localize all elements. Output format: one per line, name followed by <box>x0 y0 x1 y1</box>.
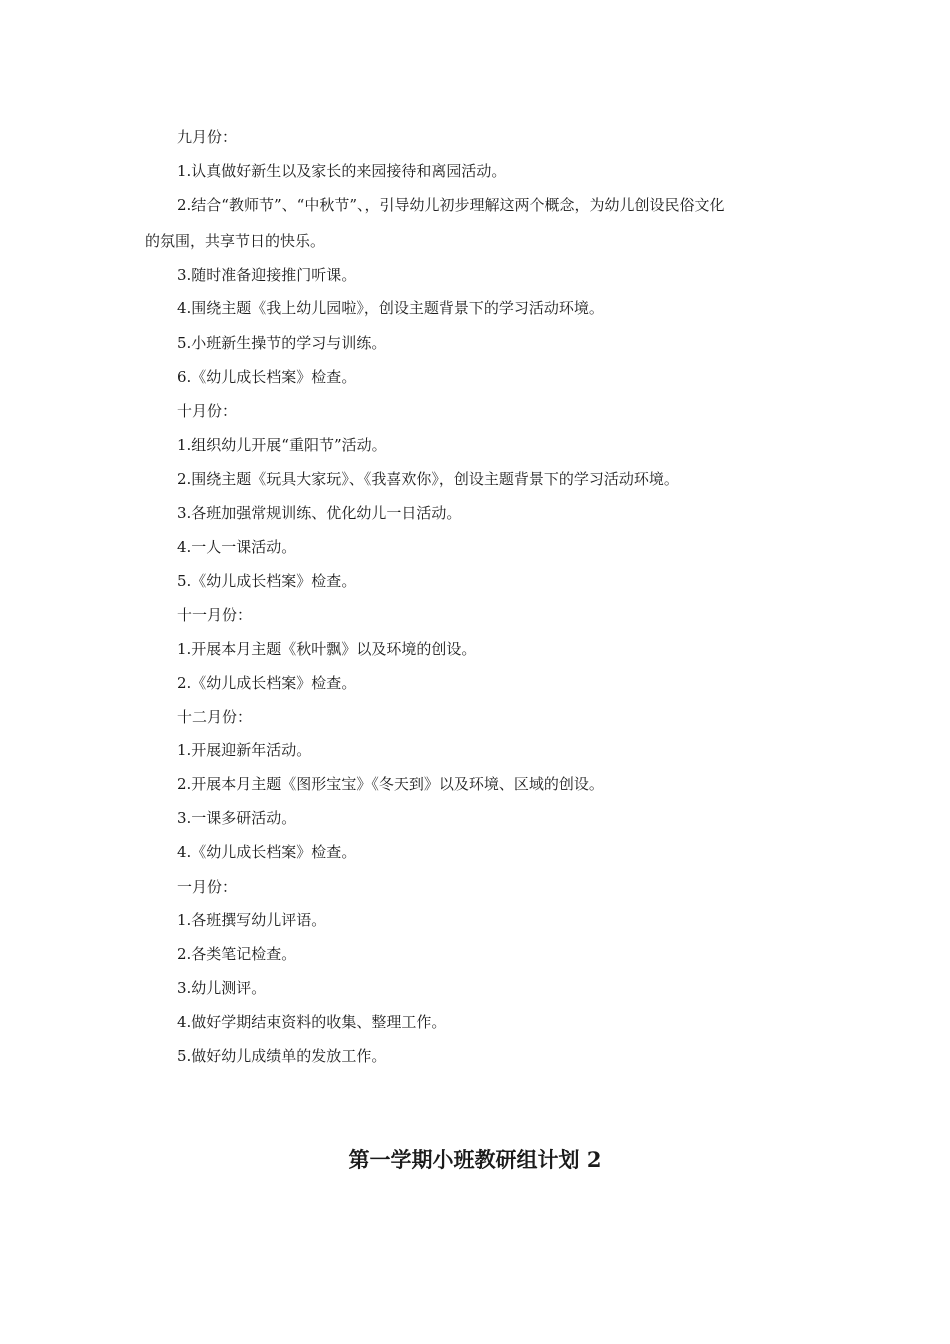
paragraph-line: 3.各班加强常规训练、优化幼儿一日活动。 <box>177 504 462 522</box>
paragraph-line: 2.开展本月主题《图形宝宝》《冬天到》以及环境、区域的创设。 <box>177 775 604 793</box>
paragraph-line: 4.《幼儿成长档案》检查。 <box>177 843 357 861</box>
paragraph-line: 5.小班新生操节的学习与训练。 <box>177 334 387 352</box>
paragraph-line: 4.围绕主题《我上幼儿园啦》，创设主题背景下的学习活动环境。 <box>177 299 604 317</box>
paragraph-line: 2.结合“教师节”、“中秋节”、，引导幼儿初步理解这两个概念，为幼儿创设民俗文化 <box>177 196 725 214</box>
paragraph-line-continuation: 的氛围，共享节日的快乐。 <box>145 232 326 250</box>
paragraph-line: 2.《幼儿成长档案》检查。 <box>177 674 357 692</box>
month-heading-september: 九月份： <box>177 128 238 146</box>
paragraph-line: 1.开展迎新年活动。 <box>177 741 312 759</box>
paragraph-line: 4.做好学期结束资料的收集、整理工作。 <box>177 1013 447 1031</box>
paragraph-line: 6.《幼儿成长档案》检查。 <box>177 368 357 386</box>
month-heading-december: 十二月份： <box>177 708 253 726</box>
section-heading: 第一学期小班教研组计划 2 <box>348 1147 602 1172</box>
paragraph-line: 1.各班撰写幼儿评语。 <box>177 911 327 929</box>
paragraph-line: 1.开展本月主题《秋叶飘》以及环境的创设。 <box>177 640 477 658</box>
paragraph-line: 3.幼儿测评。 <box>177 979 267 997</box>
paragraph-line: 3.随时准备迎接推门听课。 <box>177 266 357 284</box>
paragraph-line: 1.认真做好新生以及家长的来园接待和离园活动。 <box>177 162 507 180</box>
paragraph-line: 1.组织幼儿开展“重阳节”活动。 <box>177 436 387 454</box>
paragraph-line: 2.各类笔记检查。 <box>177 945 297 963</box>
paragraph-line: 5.《幼儿成长档案》检查。 <box>177 572 357 590</box>
paragraph-line: 4.一人一课活动。 <box>177 538 297 556</box>
paragraph-line: 5.做好幼儿成绩单的发放工作。 <box>177 1047 387 1065</box>
month-heading-october: 十月份： <box>177 402 238 420</box>
month-heading-november: 十一月份： <box>177 606 253 624</box>
paragraph-line: 2.围绕主题《玩具大家玩》、《我喜欢你》，创设主题背景下的学习活动环境。 <box>177 470 679 488</box>
month-heading-january: 一月份： <box>177 878 238 896</box>
paragraph-line: 3.一课多研活动。 <box>177 809 297 827</box>
